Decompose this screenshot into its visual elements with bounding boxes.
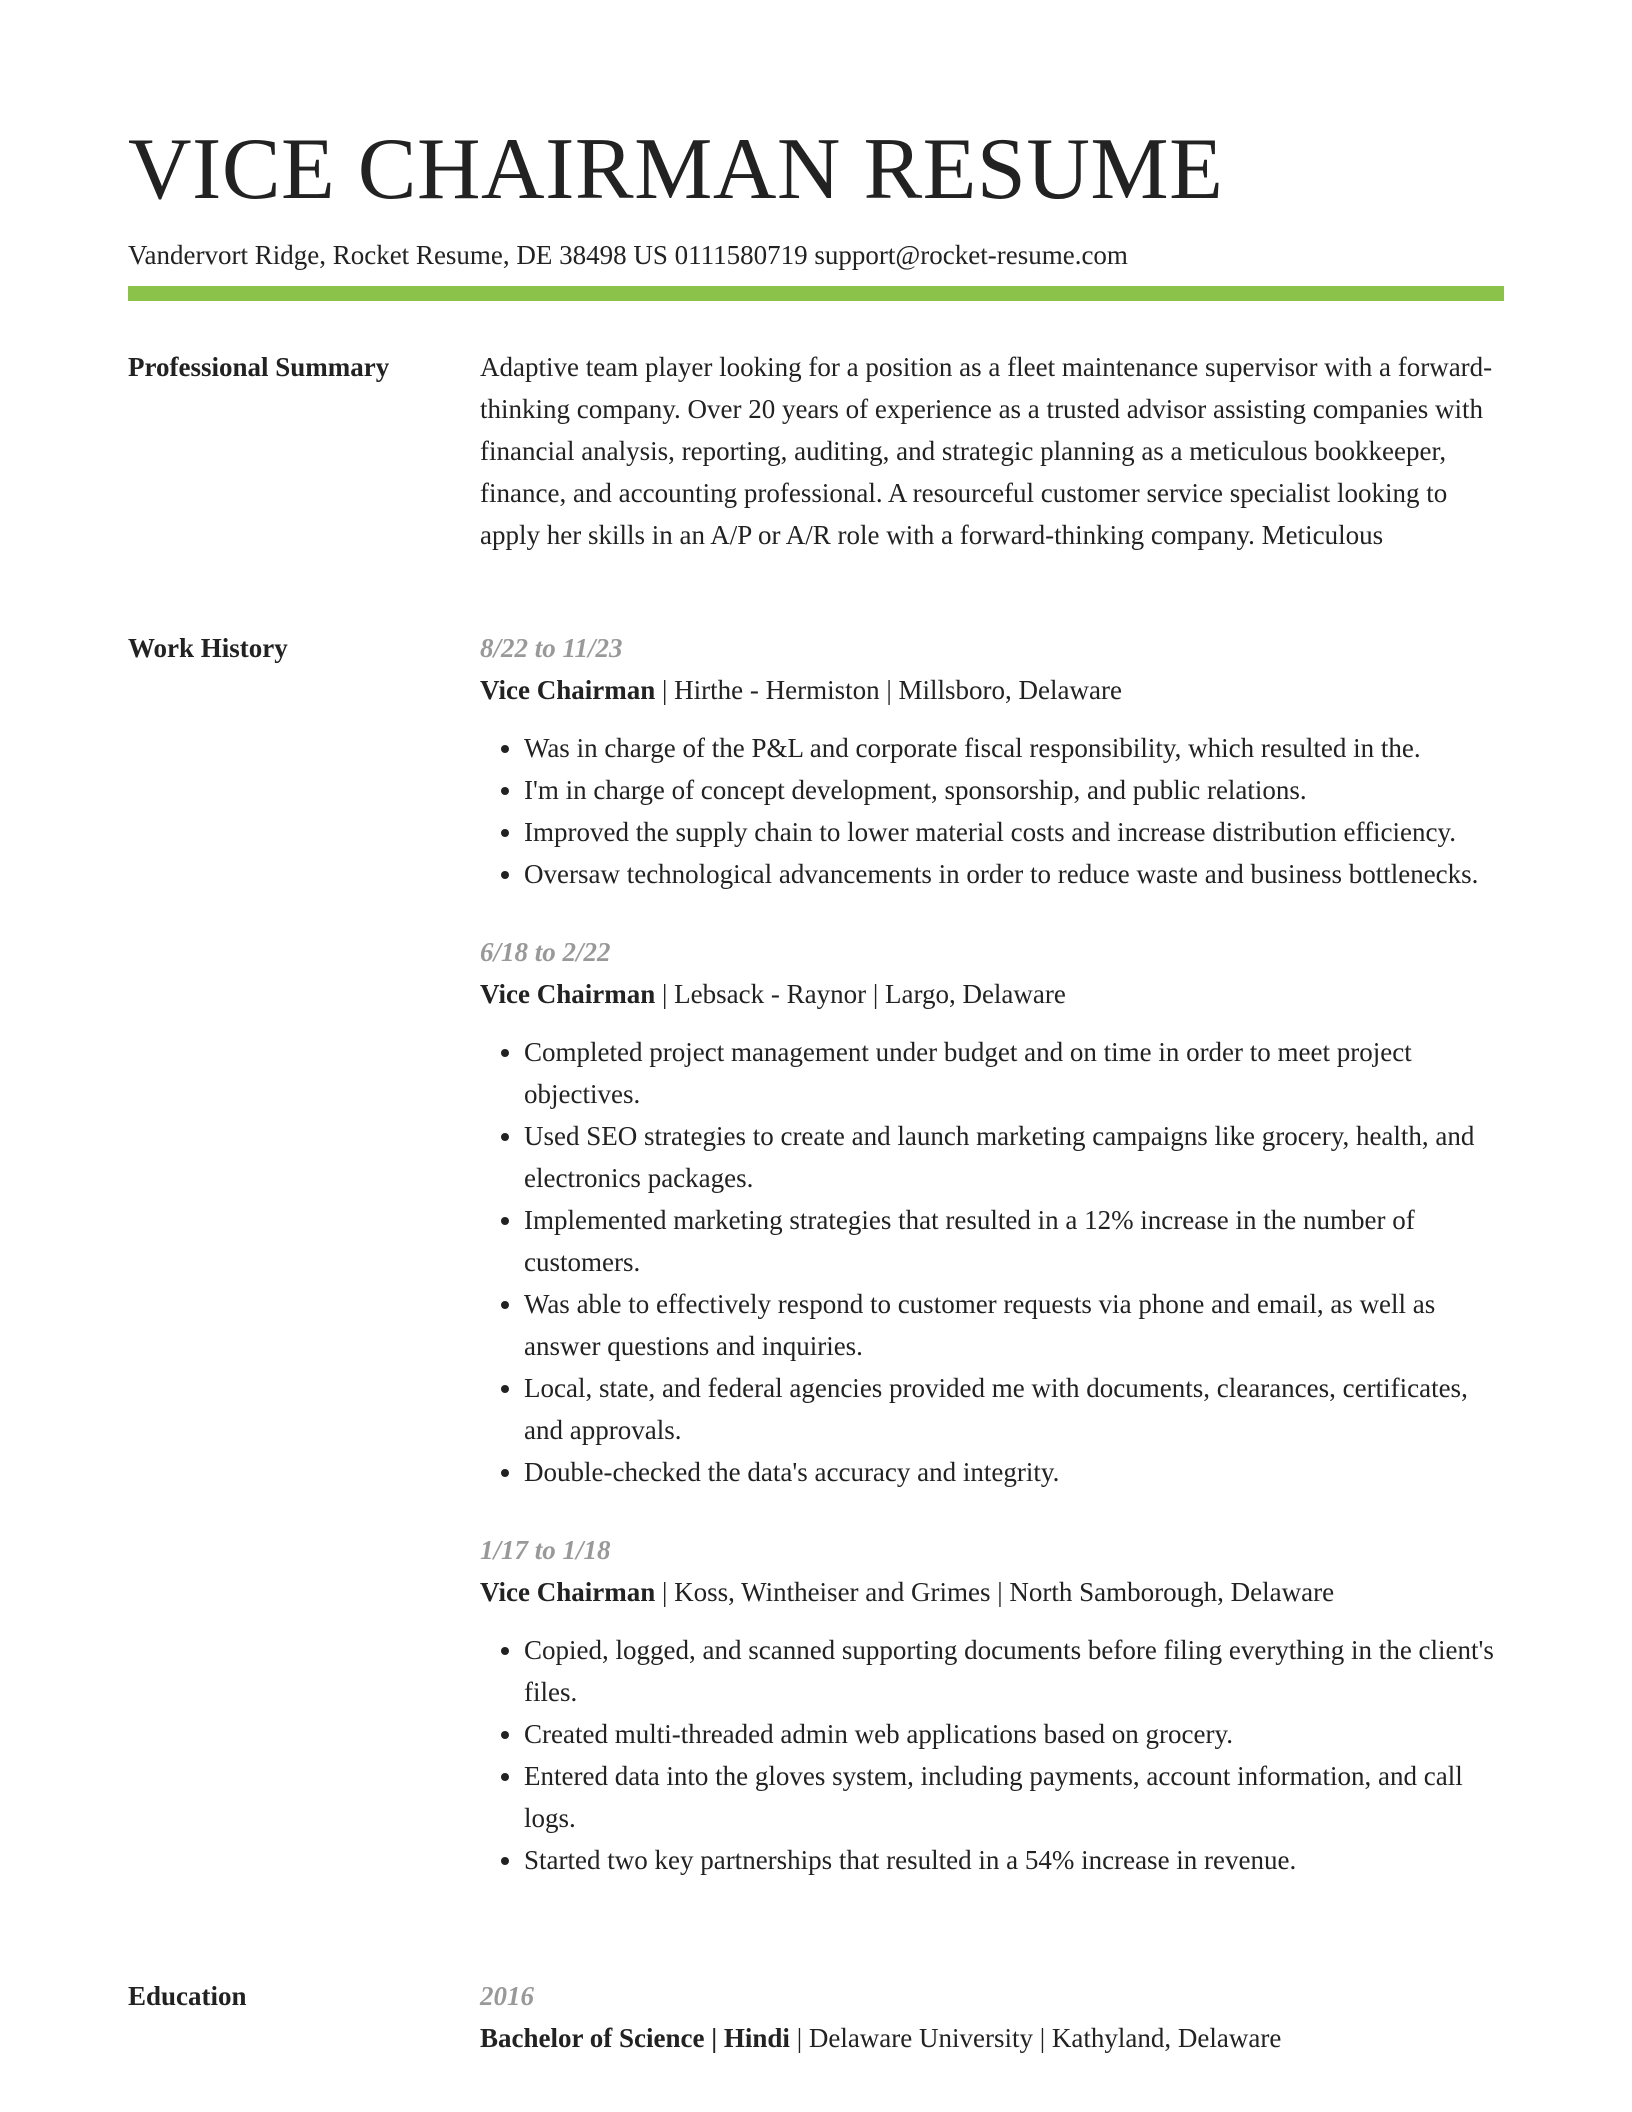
accent-divider bbox=[128, 286, 1504, 301]
job-role-line bbox=[480, 973, 1504, 1015]
job-bullet: • Local, state, and federal agencies provided me with documents, clearances, certificates, and approvals. bbox=[524, 1367, 1504, 1451]
job-bullet: • Created multi-threaded admin web applications based on grocery. bbox=[524, 1713, 1504, 1755]
job-date: 8/22 to 11/23 bbox=[480, 633, 623, 663]
education-content bbox=[480, 1975, 1504, 2059]
job-date: 1/17 to 1/18 bbox=[480, 1535, 611, 1565]
education-details: | Delaware University | Kathyland, Delaware bbox=[789, 2023, 1282, 2053]
job-title: Vice Chairman bbox=[480, 979, 656, 1009]
job-details: | Hirthe - Hermiston | Millsboro, Delaware bbox=[655, 675, 1122, 705]
section-label-work-history: Work History bbox=[128, 633, 288, 663]
job-bullets bbox=[480, 1629, 1504, 1881]
job-date: 6/18 to 2/22 bbox=[480, 937, 611, 967]
job-bullets bbox=[480, 1031, 1504, 1493]
education-date: 2016 bbox=[480, 1981, 534, 2011]
job-bullet: • Entered data into the gloves system, including payments, account information, and call logs. bbox=[524, 1755, 1504, 1839]
job-role-line bbox=[480, 669, 1504, 711]
job-bullet: • Completed project management under budget and on time in order to meet project objectives. bbox=[524, 1031, 1504, 1115]
job-bullet: • Was able to effectively respond to customer requests via phone and email, as well as answer questions and inquiries. bbox=[524, 1283, 1504, 1367]
job-bullet: • Started two key partnerships that resulted in a 54% increase in revenue. bbox=[524, 1839, 1504, 1881]
job-bullet: • Improved the supply chain to lower material costs and increase distribution efficiency. bbox=[524, 811, 1504, 853]
job-bullet: • Implemented marketing strategies that resulted in a 12% increase in the number of customers. bbox=[524, 1199, 1504, 1283]
job-entry bbox=[480, 931, 1504, 1493]
education-degree: Bachelor of Science | Hindi bbox=[480, 2023, 790, 2053]
job-title: Vice Chairman bbox=[480, 1577, 656, 1607]
job-details: | Lebsack - Raynor | Largo, Delaware bbox=[655, 979, 1066, 1009]
job-bullet: • Oversaw technological advancements in order to reduce waste and business bottlenecks. bbox=[524, 853, 1504, 895]
job-bullets bbox=[480, 727, 1504, 895]
job-bullet: • Was in charge of the P&L and corporate fiscal responsibility, which resulted in the. bbox=[524, 727, 1504, 769]
summary-text: Adaptive team player looking for a position as a fleet maintenance supervisor with a forward-thinking company. Over 20 years of experience as a trusted advisor assisting companies with financial analysis, reporting, auditing, and strategic planning as a meticulous bookkeeper, finance, and accounting professional. A resourceful customer service specialist looking to apply her skills in an A/P or A/R role with a forward-thinking company. Meticulous bbox=[480, 352, 1493, 550]
summary-content bbox=[480, 346, 1504, 556]
job-title: Vice Chairman bbox=[480, 675, 656, 705]
section-label-summary: Professional Summary bbox=[128, 352, 390, 382]
education-line bbox=[480, 2017, 1504, 2059]
page-title: VICE CHAIRMAN RESUME bbox=[128, 121, 1224, 218]
job-bullet: • Used SEO strategies to create and launch marketing campaigns like grocery, health, and electronics packages. bbox=[524, 1115, 1504, 1199]
section-label-education: Education bbox=[128, 1981, 247, 2011]
resume-header bbox=[128, 118, 1504, 272]
job-role-line bbox=[480, 1571, 1504, 1613]
job-entry bbox=[480, 1529, 1504, 1881]
job-details: | Koss, Wintheiser and Grimes | North Samborough, Delaware bbox=[655, 1577, 1335, 1607]
job-bullet: • Copied, logged, and scanned supporting documents before filing everything in the client's files. bbox=[524, 1629, 1504, 1713]
job-bullet: • Double-checked the data's accuracy and integrity. bbox=[524, 1451, 1504, 1493]
job-entry bbox=[480, 627, 1504, 895]
job-bullet: • I'm in charge of concept development, sponsorship, and public relations. bbox=[524, 769, 1504, 811]
work-history-content bbox=[480, 627, 1504, 1917]
contact-line: Vandervort Ridge, Rocket Resume, DE 38498 US 0111580719 support@rocket-resume.com bbox=[128, 240, 1128, 270]
